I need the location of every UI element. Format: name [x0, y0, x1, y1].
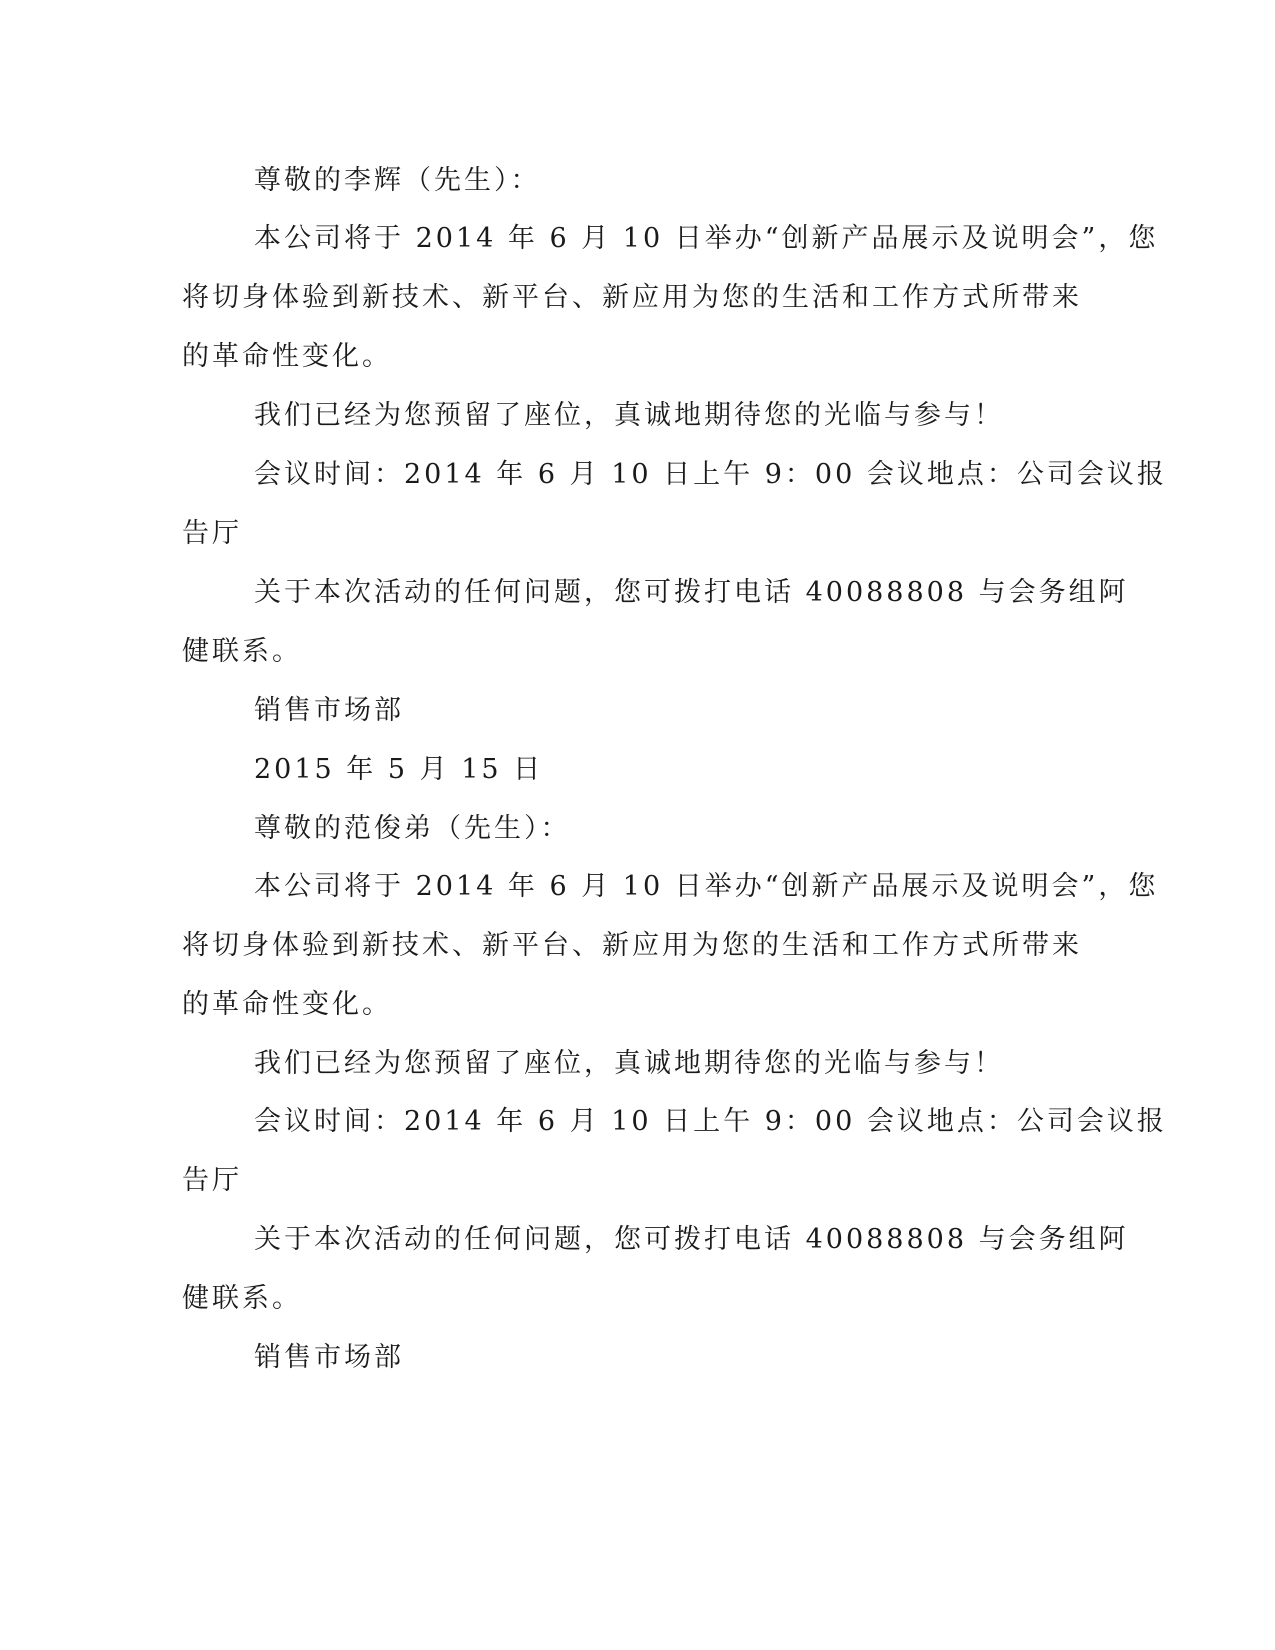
meeting-info-line: 告厅 [182, 1165, 242, 1196]
contact-line: 健联系。 [182, 1283, 302, 1314]
salutation: 尊敬的范俊弟（先生）： [254, 813, 571, 844]
body-line: 将切身体验到新技术、新平台、新应用为您的生活和工作方式所带来 [182, 930, 1082, 961]
reserved-seat-line: 我们已经为您预留了座位，真诚地期待您的光临与参与！ [254, 400, 1004, 431]
body-line: 的革命性变化。 [182, 989, 392, 1020]
department: 销售市场部 [254, 695, 404, 726]
salutation: 尊敬的李辉（先生）： [254, 165, 541, 196]
department: 销售市场部 [254, 1342, 404, 1373]
meeting-info-line: 告厅 [182, 518, 242, 549]
reserved-seat-line: 我们已经为您预留了座位，真诚地期待您的光临与参与！ [254, 1048, 1004, 1079]
body-line: 本公司将于 2014 年 6 月 10 日举办“创新产品展示及说明会”，您 [254, 223, 1159, 254]
contact-line: 健联系。 [182, 636, 302, 667]
meeting-info-line: 会议时间：2014 年 6 月 10 日上午 9：00 会议地点：公司会议报 [254, 1106, 1167, 1137]
letter-date: 2015 年 5 月 15 日 [254, 754, 544, 785]
meeting-info-line: 会议时间：2014 年 6 月 10 日上午 9：00 会议地点：公司会议报 [254, 459, 1167, 490]
body-line: 的革命性变化。 [182, 341, 392, 372]
body-line: 将切身体验到新技术、新平台、新应用为您的生活和工作方式所带来 [182, 282, 1082, 313]
contact-line: 关于本次活动的任何问题，您可拨打电话 40088808 与会务组阿 [254, 577, 1129, 608]
body-line: 本公司将于 2014 年 6 月 10 日举办“创新产品展示及说明会”，您 [254, 871, 1159, 902]
contact-line: 关于本次活动的任何问题，您可拨打电话 40088808 与会务组阿 [254, 1224, 1129, 1255]
